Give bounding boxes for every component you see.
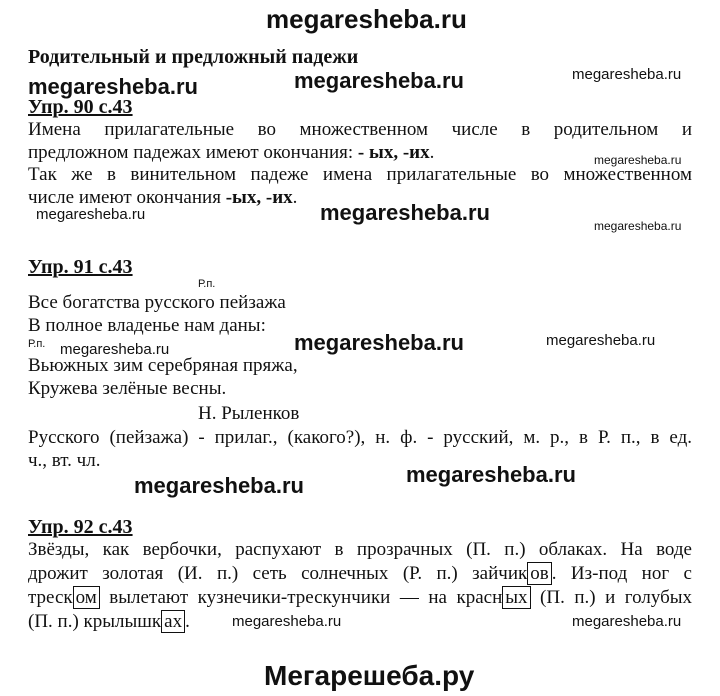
ex90-line2-text: предложном падежах имеют окончания:	[28, 142, 358, 163]
case-mark: Р.п.	[28, 338, 46, 350]
ex90-line1: Имена прилагательные во множественном числе в родительном и	[28, 119, 692, 140]
watermark: megaresheba.ru	[134, 473, 304, 498]
ex90-line4-endings: -ых, -их	[225, 187, 293, 208]
ex92-line3	[28, 587, 692, 609]
poem-line-2: В полное владенье нам даны:	[28, 315, 266, 336]
section-title: Родительный и предложный падежи	[28, 46, 359, 68]
ending-box: ах	[161, 610, 185, 633]
watermark: megaresheba.ru	[594, 153, 682, 167]
ex90-line4-text: числе имеют окончания	[28, 187, 226, 208]
header-watermark: megaresheba.ru	[266, 4, 467, 34]
ending-box: ом	[73, 586, 100, 609]
case-mark: Р.п.	[198, 278, 216, 290]
ex90-line2-endings: - ых, -их	[357, 142, 430, 163]
ex92-line4-a: (П. п.) крылышк	[28, 611, 162, 632]
watermark: megaresheba.ru	[294, 68, 464, 93]
exercise-90-title: Упр. 90 с.43	[28, 96, 133, 118]
watermark: megaresheba.ru	[28, 74, 198, 99]
watermark: megaresheba.ru	[320, 200, 490, 225]
ex90-line3: Так же в винительном падеже имена прилагательные во множественном	[28, 164, 692, 185]
ending-box: ов	[527, 562, 551, 585]
exercise-92-title: Упр. 92 с.43	[28, 516, 133, 538]
ex92-line3-b: вылетают кузнечики-трескунчики — на красн	[99, 587, 503, 608]
ex91-analysis-line2: ч., вт. чл.	[28, 450, 101, 471]
ending-box: ых	[502, 586, 530, 609]
watermark: megaresheba.ru	[594, 219, 682, 233]
watermark: megaresheba.ru	[36, 206, 146, 223]
poem-author: Н. Рыленков	[198, 403, 300, 424]
ex92-line3-c: (П. п.) и голубых	[530, 587, 693, 608]
ex90-line2-end: .	[429, 142, 435, 163]
watermark: megaresheba.ru	[546, 332, 656, 349]
poem-line-3: Вьюжных зим серебряная пряжа,	[28, 355, 298, 376]
watermark: megaresheba.ru	[406, 462, 576, 487]
footer-watermark: Мегарешеба.ру	[264, 660, 475, 691]
watermark: megaresheba.ru	[294, 330, 464, 355]
poem-line-1: Все богатства русского пейзажа	[28, 292, 286, 313]
ex92-line3-a: треск	[28, 587, 73, 608]
ex90-line2	[28, 142, 434, 164]
watermark: megaresheba.ru	[60, 341, 170, 358]
ex92-line1: Звёзды, как вербочки, распухают в прозрачных (П. п.) облаках. На воде	[28, 539, 692, 560]
poem-line-4: Кружева зелёные весны.	[28, 378, 227, 399]
watermark: megaresheba.ru	[232, 613, 342, 630]
ex92-line2-b: . Из-под ног с	[551, 563, 692, 584]
ex90-line4-end: .	[292, 187, 298, 208]
ex92-line4-b: .	[185, 611, 190, 632]
watermark: megaresheba.ru	[572, 613, 682, 630]
ex91-analysis-line1: Русского (пейзажа) - прилаг., (какого?), н. ф. - русский, м. р., в Р. п., в ед.	[28, 427, 692, 448]
ex92-line2-a: дрожит золотая (И. п.) сеть солнечных (Р. п.) зайчик	[28, 563, 528, 584]
exercise-91-title: Упр. 91 с.43	[28, 256, 133, 278]
watermark: megaresheba.ru	[572, 66, 682, 83]
ex92-line2	[28, 563, 692, 585]
ex92-line4	[28, 611, 190, 633]
